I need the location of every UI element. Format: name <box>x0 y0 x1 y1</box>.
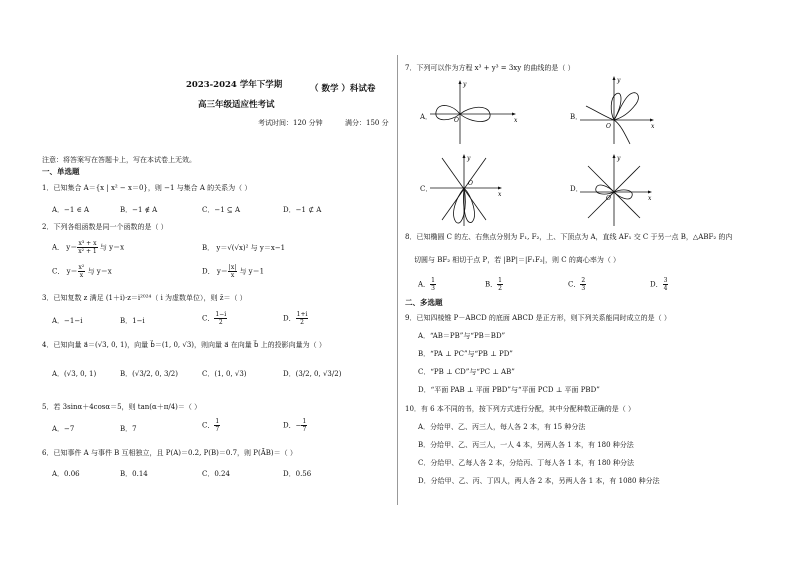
q10-option-d: D．分给甲、乙、丙、丁四人，两人各 2 本，另两人各 1 本，有 1080 种分法 <box>418 477 660 485</box>
q6-option-a: A．0.06 <box>52 470 80 478</box>
q5-option-b: B．7 <box>120 425 137 433</box>
q7c-origin: O <box>468 180 473 187</box>
q1-option-a: A．−1 ∈ A <box>52 206 90 214</box>
q8-option-c: C． $\frac{2}{3}$ <box>568 277 586 292</box>
q7c-axis-y: y <box>467 155 471 162</box>
q6-option-b: B．0.14 <box>120 470 148 478</box>
q2-stem: 2．下列各组函数是同一个函数的是（ ） <box>42 223 168 231</box>
q7-option-b: B． <box>570 113 583 121</box>
q7-stem: 7．下列可以作为方程 x³ + y³ = 3xy 的曲线的是（ ） <box>405 64 575 72</box>
q7d-axis-y: y <box>617 155 621 162</box>
q7a-origin: O <box>454 117 459 124</box>
q5-stem: 5．若 3sinα＋4cosα＝5，则 tan(α＋π/4)＝（ ） <box>42 403 202 411</box>
q7-graph-a <box>428 78 518 146</box>
q1-stem: 1．已知集合 A＝{x | x² − x＝0}，则 −1 与集合 A 的关系为（ ） <box>42 184 252 192</box>
q7d-origin: O <box>606 195 611 202</box>
q6-option-c: C．0.24 <box>202 470 230 478</box>
q4-option-a: A．(√3, 0, 1) <box>52 370 97 378</box>
q5-option-c: C． $\frac{1}{7}$ <box>202 418 220 433</box>
q8-stem-line2: 切圆与 BF₂ 相切于点 P，若 |BP|＝|F₁F₂|，则 C 的离心率为（ ） <box>414 256 621 264</box>
q6-option-d: D．0.56 <box>283 470 312 478</box>
q3-stem: 3．已知复数 z 满足 (1＋i)·z＝i²⁰²⁴（ i 为虚数单位），则 z̄＝（ ） <box>42 294 247 302</box>
q7-option-c: C． <box>420 185 433 193</box>
section-multi-choice: 二、多选题 <box>405 298 443 307</box>
section-single-choice: 一、单选题 <box>42 167 80 176</box>
q2-option-c: C． y＝ $\frac{\text{x²}}{x}$ 与 y＝x <box>52 264 112 279</box>
q3-option-b: B．1−i <box>120 317 145 325</box>
q8-option-a: A． $\frac{1}{3}$ <box>418 277 435 292</box>
q6-stem: 6．已知事件 A 与事件 B 互相独立，且 P(A)＝0.2, P(B)＝0.7，则 P(ĀB)＝（ ） <box>42 449 297 457</box>
q9-option-d: D．“平面 PAB ⊥ 平面 PBD”与“平面 PCD ⊥ 平面 PBD” <box>418 386 600 394</box>
q7b-origin: O <box>606 123 611 130</box>
q5-option-a: A．−7 <box>52 425 75 433</box>
q7-option-a: A． <box>420 113 433 121</box>
q7c-axis-x: x <box>498 191 502 198</box>
q2-option-a: A． y＝ $\frac{\text{x³ + x}}{\text{x² + 1}}$ 与 y＝x <box>52 240 125 255</box>
column-divider <box>397 55 398 505</box>
q8-option-d: D． $\frac{3}{4}$ <box>650 277 668 292</box>
q5-option-d: D．− $\frac{1}{7}$ <box>283 418 307 433</box>
q2-option-b: B． y＝√(√x)² 与 y＝x−1 <box>202 244 286 252</box>
q7a-axis-x: x <box>514 117 518 124</box>
exam-title-year: 2023-2024 学年下学期 <box>186 80 283 90</box>
q7-option-d: D． <box>570 185 583 193</box>
q4-option-d: D．(3/2, 0, √3/2) <box>283 370 342 378</box>
q3-option-d: D． $\frac{1+i}{2}$ <box>283 311 308 326</box>
q9-stem: 9．已知四棱锥 P－ABCD 的底面 ABCD 是正方形，则下列关系能同时成立的是（ ） <box>405 314 671 322</box>
q8-stem-line1: 8．已知椭圆 C 的左、右焦点分别为 F₁, F₂，上、下顶点为 A，直线 AF₁ 交 C 于另一点 B，△ABF₂ 的内 <box>405 233 733 241</box>
exam-subject: （ 数学 ）科试卷 <box>310 84 376 94</box>
q1-option-d: D．−1 ⊄ A <box>283 206 322 214</box>
q1-option-b: B．−1 ∉ A <box>120 206 158 214</box>
q3-option-a: A．−1−i <box>52 317 83 325</box>
q4-option-c: C．(1, 0, √3) <box>202 370 247 378</box>
q7b-axis-y: y <box>617 77 621 84</box>
q9-option-c: C．“PB ⊥ CD”与“PC ⊥ AB” <box>418 368 515 376</box>
q7-graph-b <box>578 74 658 146</box>
q10-stem: 10．有 6 本不同的书，按下列方式进行分配，其中分配种数正确的是（ ） <box>405 405 636 413</box>
q10-option-b: B．分给甲、乙、丙三人，一人 4 本，另两人各 1 本，有 180 种分法 <box>418 441 634 449</box>
q4-stem: 4．已知向量 a⃗＝(√3, 0, 1)，向量 b⃗＝(1, 0, √3)，则向量 a⃗ 在向量 b⃗ 上的投影向量为（ ） <box>42 341 326 349</box>
q9-option-a: A．“AB＝PB”与“PB＝BD” <box>418 332 506 340</box>
q2-option-d: D． y＝ $\frac{|x|}{x}$ 与 y＝1 <box>202 264 265 279</box>
exam-score: 满分：150 分 <box>345 119 389 127</box>
q10-option-a: A．分给甲、乙、丙三人，每人各 2 本，有 15 种分法 <box>418 423 586 431</box>
q4-option-b: B．(√3/2, 0, 3/2) <box>120 370 178 378</box>
q7b-axis-x: x <box>651 123 655 130</box>
q8-option-b: B． $\frac{1}{2}$ <box>485 277 502 292</box>
q7a-axis-y: y <box>463 81 467 88</box>
q1-option-c: C．−1 ⊆ A <box>202 206 241 214</box>
q7d-axis-x: x <box>648 195 652 202</box>
q7-graph-c <box>428 152 508 228</box>
notice-text: 注意：将答案写在答题卡上，写在本试卷上无效。 <box>42 156 196 164</box>
q7-graph-d <box>578 152 658 228</box>
q9-option-b: B．“PA ⊥ PC”与“PB ⊥ PD” <box>418 350 513 358</box>
q3-option-c: C． $\frac{1-i}{2}$ <box>202 311 227 326</box>
exam-title-name: 高三年级适应性考试 <box>198 100 275 110</box>
exam-time: 考试时间：120 分钟 <box>258 119 323 127</box>
q10-option-c: C．分给甲、乙每人各 2 本，分给丙、丁每人各 1 本，有 180 种分法 <box>418 459 634 467</box>
